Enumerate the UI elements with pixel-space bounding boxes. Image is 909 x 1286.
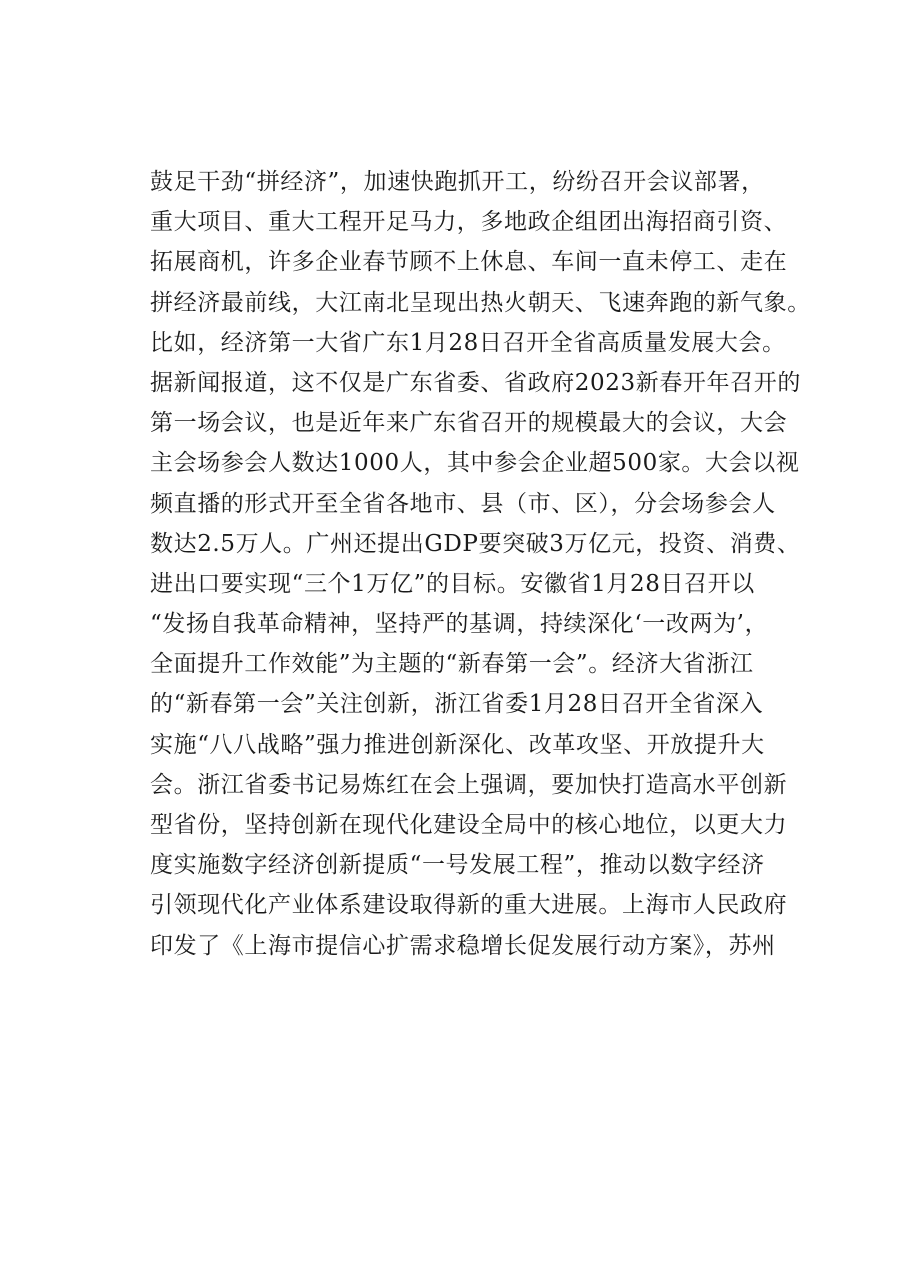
text-line: 第一场会议，也是近年来广东省召开的规模最大的会议，大会	[150, 410, 788, 437]
text-line: “发扬自我革命精神，坚持严的基调，持续深化‘一改两为’，	[150, 611, 769, 638]
text-line: 重大项目、重大工程开足马力，多地政企组团出海招商引资、	[150, 209, 788, 236]
text-line: 印发了《上海市提信心扩需求稳增长促发展行动方案》，苏州	[150, 932, 776, 959]
text-line: 比如，经济第一大省广东1月28日召开全省高质量发展大会。	[150, 329, 786, 356]
text-line: 主会场参会人数达1000人，其中参会企业超500家。大会以视	[150, 450, 800, 477]
text-line: 拓展商机，许多企业春节顾不上休息、车间一直未停工、走在	[150, 249, 788, 276]
body-paragraph	[150, 162, 830, 966]
text-line: 度实施数字经济创新提质“一号发展工程”，推动以数字经济	[150, 852, 765, 879]
text-line: 拼经济最前线，大江南北呈现出热火朝天、飞速奔跑的新气象。	[150, 289, 811, 316]
text-line: 数达2.5万人。广州还提出GDP要突破3万亿元，投资、消费、	[150, 530, 801, 557]
text-line: 鼓足干劲“拼经济”，加速快跑抓开工，纷纷召开会议部署，	[150, 169, 765, 195]
text-line: 据新闻报道，这不仅是广东省委、省政府2023新春开年召开的	[150, 369, 801, 396]
text-line: 频直播的形式开至全省各地市、县（市、区），分会场参会人	[150, 490, 776, 517]
text-line: 实施“八八战略”强力推进创新深化、改革攻坚、开放提升大	[150, 731, 765, 758]
text-line: 进出口要实现“三个1万亿”的目标。安徽省1月28日召开以	[150, 570, 755, 597]
text-line: 全面提升工作效能”为主题的“新春第一会”。经济大省浙江	[150, 651, 754, 678]
text-line: 的“新春第一会”关注创新，浙江省委1月28日召开全省深入	[150, 691, 764, 718]
text-line: 会。浙江省委书记易炼红在会上强调，要加快打造高水平创新	[150, 771, 788, 798]
text-line: 引领现代化产业体系建设取得新的重大进展。上海市人民政府	[150, 892, 788, 919]
text-line: 型省份，坚持创新在现代化建设全局中的核心地位，以更大力	[150, 812, 788, 838]
